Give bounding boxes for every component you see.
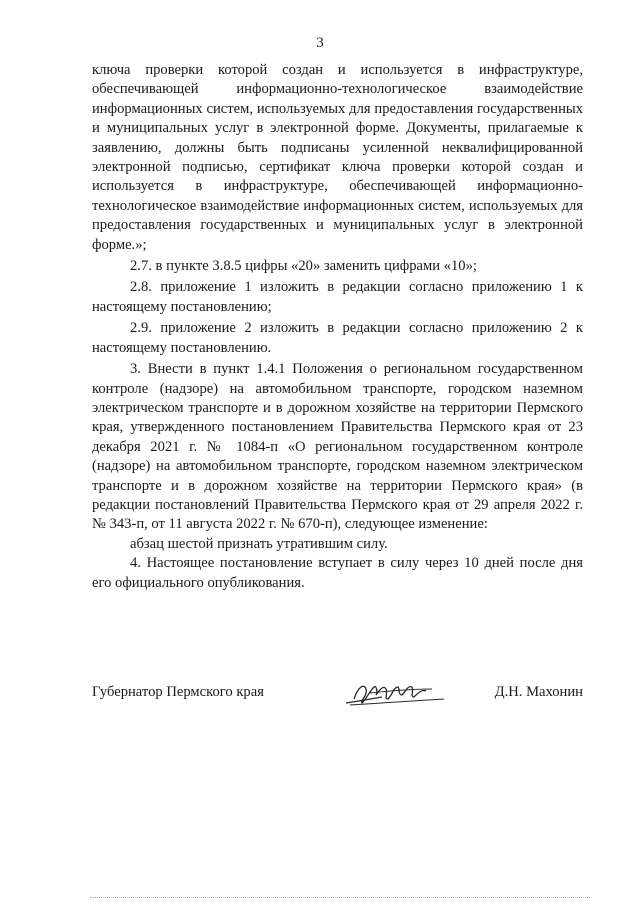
document-body: [92, 61, 583, 593]
paragraph-item-3-change: абзац шестой признать утратившим силу.: [130, 535, 388, 552]
paragraph-item-2-8: 2.8. приложение 1 изложить в редакции согласно приложению 1 к настоящему постановлению;: [92, 279, 583, 315]
paragraph-continuation: ключа проверки которой создан и используется в инфраструктуре, обеспечивающей информационно-технологическое взаимодействие информационных систем, используемых для предоставления государственных и муниципальных услуг в электронной форме. Документы, прилагаемые к заявлению, должны быть подписаны усиленной неквалифицированной электронной подписью, сертификат ключа проверки которой создан и используется в инфраструктуре, обеспечивающей информационно-технологическое взаимодействие информационных систем, используемых для предоставления государственных и муниципальных услуг в электронной форме.»;: [92, 62, 583, 253]
signer-name: Д.Н. Махонин: [494, 684, 583, 700]
signature-row: [92, 683, 583, 713]
handwritten-signature: [340, 677, 450, 711]
paragraph-item-2-7: 2.7. в пункте 3.8.5 цифры «20» заменить цифрами «10»;: [130, 258, 477, 275]
paragraph-item-4: 4. Настоящее постановление вступает в силу через 10 дней после дня его официального опубликования.: [92, 555, 583, 591]
scan-footer-dots: [90, 897, 590, 900]
signer-title: Губернатор Пермского края: [92, 684, 264, 700]
paragraph-item-2-9: 2.9. приложение 2 изложить в редакции согласно приложению 2 к настоящему постановлению.: [92, 320, 583, 356]
page-number: 3: [316, 35, 324, 51]
paragraph-item-3: 3. Внести в пункт 1.4.1 Положения о региональном государственном контроле (надзоре) на автомобильном транспорте, городском наземном электрическом транспорте и в дорожном хозяйстве на территории Пермского края, утвержденного постановлением Правительства Пермского края от 23 декабря 2021 г. № 1084-п «О региональном государственном контроле (надзоре) на автомобильном транспорте, городском наземном электрическом транспорте и в дорожном хозяйстве на территории Пермского края» (в редакции постановлений Правительства Пермского края от 29 апреля 2022 г. № 343-п, от 11 августа 2022 г. № 670-п), следующее изменение:: [92, 361, 583, 533]
